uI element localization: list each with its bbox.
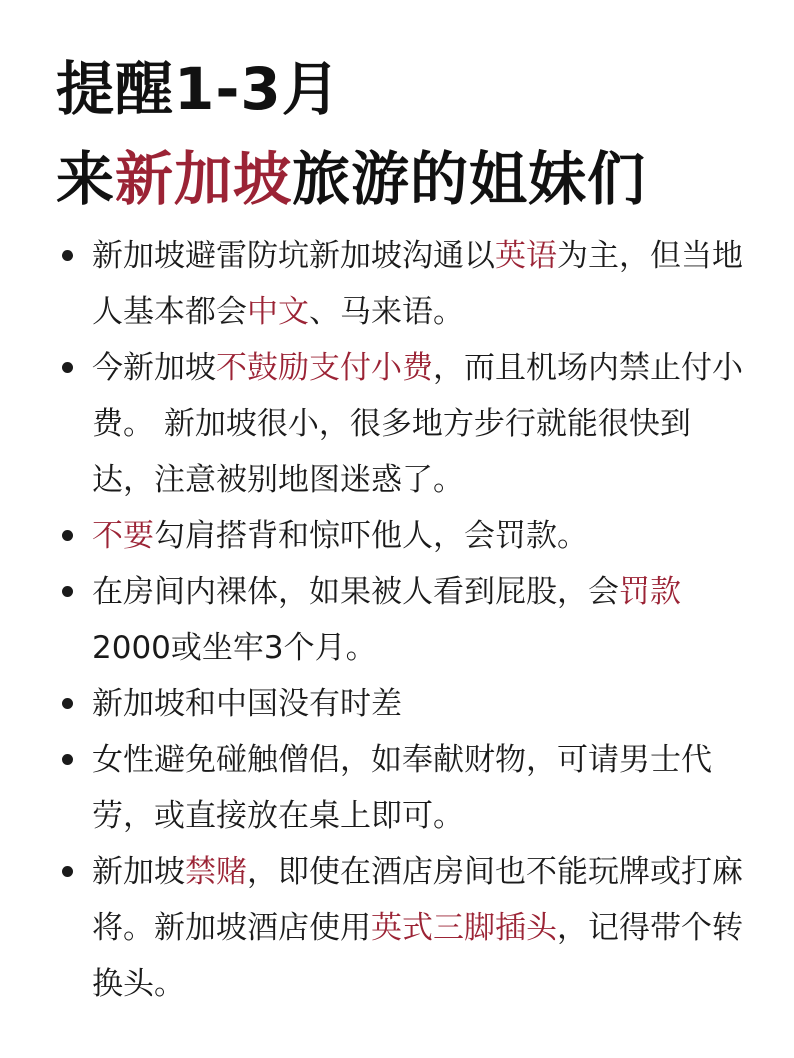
item-highlight: 禁赌 — [185, 854, 247, 890]
bullet-icon — [62, 530, 73, 541]
item-text: 女性避免碰触僧侣，如奉献财物，可请男士代劳，或直接放在桌上即可。 — [92, 742, 712, 834]
item-text: ，记得带个转换头。 — [92, 910, 743, 1002]
page-title — [56, 44, 646, 224]
title-highlight: 新加坡 — [115, 145, 293, 213]
item-text: ，即使在酒店房间也不能玩牌或打麻将。新加坡酒店使用 — [92, 854, 743, 946]
list-item — [58, 508, 748, 564]
item-text: 勾肩搭背和惊吓他人，会罚款。 — [154, 518, 588, 554]
title-text: 旅游的姐妹们 — [292, 145, 647, 213]
bullet-icon — [62, 586, 73, 597]
item-highlight: 英式三脚插头 — [371, 910, 557, 946]
item-text: 新加坡和中国没有时差 — [92, 686, 402, 722]
item-text: 新加坡 — [92, 854, 185, 890]
list-item — [58, 564, 748, 676]
title-line-2 — [56, 145, 646, 213]
item-text: 为主，但当地人基本都会 — [92, 238, 743, 330]
tips-list — [58, 228, 748, 1012]
item-text: ，而且机场内禁止付小费。 新加坡很小，很多地方步行就能很快到达，注意被别地图迷惑了。 — [92, 350, 743, 498]
bullet-icon — [62, 754, 73, 765]
item-highlight: 罚款 — [619, 574, 681, 610]
item-text: 新加坡避雷防坑新加坡沟通以 — [92, 238, 495, 274]
bullet-icon — [62, 250, 73, 261]
list-item — [58, 844, 748, 1012]
item-highlight: 中文 — [247, 294, 309, 330]
title-line-1: 提醒1-3月 — [56, 55, 341, 123]
item-highlight: 英语 — [495, 238, 557, 274]
list-item — [58, 676, 748, 732]
item-text: 在房间内裸体，如果被人看到屁股，会 — [92, 574, 619, 610]
list-item — [58, 228, 748, 340]
title-text: 来 — [56, 145, 116, 213]
item-highlight: 不鼓励支付小费 — [216, 350, 433, 386]
item-text: 2000或坐牢3个月。 — [92, 630, 377, 666]
bullet-icon — [62, 362, 73, 373]
bullet-icon — [62, 698, 73, 709]
list-item — [58, 732, 748, 844]
bullet-icon — [62, 866, 73, 877]
item-highlight: 不要 — [92, 518, 154, 554]
item-text: 今新加坡 — [92, 350, 216, 386]
list-item — [58, 340, 748, 508]
item-text: 、马来语。 — [309, 294, 464, 330]
